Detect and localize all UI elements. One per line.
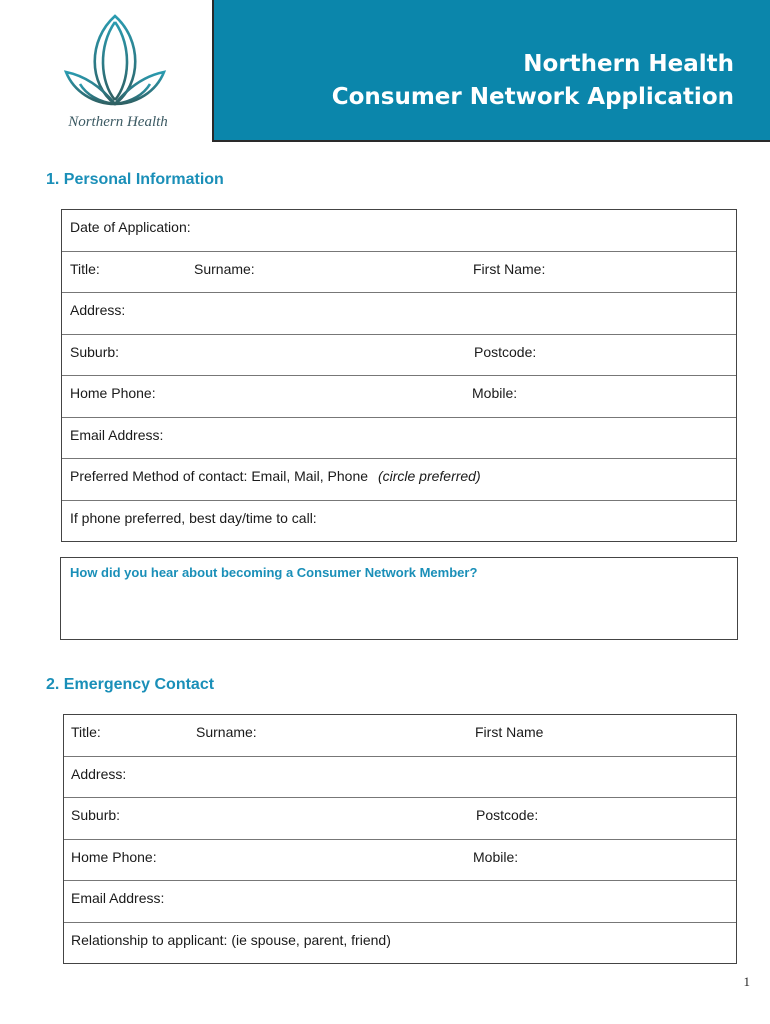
best-time-label: If phone preferred, best day/time to call:	[70, 509, 317, 526]
section-heading-personal-information: 1. Personal Information	[46, 171, 224, 188]
row-name[interactable]	[62, 252, 736, 294]
postcode-label: Postcode:	[474, 343, 537, 360]
address-label: Address:	[70, 302, 126, 318]
emergency-address-label: Address:	[71, 765, 127, 782]
emergency-home-phone-label: Home Phone:	[71, 848, 157, 865]
row-emergency-name[interactable]	[64, 715, 736, 757]
emergency-title-label: Title:	[71, 724, 101, 740]
row-relationship[interactable]	[64, 923, 736, 965]
date-of-application-label: Date of Application:	[70, 219, 191, 235]
row-preferred-contact[interactable]	[62, 459, 736, 501]
emergency-mobile-label: Mobile:	[473, 848, 519, 865]
suburb-label: Suburb:	[70, 343, 120, 360]
title-line-1: Northern Health	[523, 51, 734, 77]
emergency-surname-label: Surname:	[196, 724, 257, 740]
row-date-of-application[interactable]	[62, 210, 736, 252]
mobile-label: Mobile:	[472, 385, 518, 401]
title-line-2: Consumer Network Application	[331, 84, 734, 110]
emergency-email-label: Email Address:	[71, 890, 165, 906]
emergency-contact-form	[63, 714, 737, 964]
relationship-label: Relationship to applicant: (ie spouse, parent, friend)	[71, 931, 391, 948]
email-address-label: Email Address:	[70, 426, 164, 443]
section-heading-emergency-contact: 2. Emergency Contact	[46, 676, 215, 693]
how-did-you-hear-box[interactable]	[60, 557, 738, 640]
surname-label: Surname:	[194, 260, 255, 277]
how-did-you-hear-question: How did you hear about becoming a Consumer Network Member?	[70, 565, 478, 580]
emergency-postcode-label: Postcode:	[476, 807, 539, 823]
row-address[interactable]	[62, 293, 736, 335]
northern-health-logo	[40, 12, 190, 137]
row-phone[interactable]	[62, 376, 736, 418]
row-emergency-email[interactable]	[64, 881, 736, 923]
page-number: 1	[743, 974, 750, 989]
preferred-contact-label	[70, 468, 481, 484]
emergency-suburb-label: Suburb:	[71, 807, 121, 823]
first-name-label: First Name:	[473, 260, 546, 277]
circle-preferred-note: (circle preferred)	[377, 468, 481, 484]
row-emergency-address[interactable]	[64, 757, 736, 799]
preferred-contact-options: Preferred Method of contact: Email, Mail, Phone	[70, 468, 369, 484]
row-best-time[interactable]	[62, 501, 736, 543]
row-emergency-phone[interactable]	[64, 840, 736, 882]
row-suburb[interactable]	[62, 335, 736, 377]
header-banner	[212, 0, 770, 142]
document-title	[332, 48, 734, 114]
row-emergency-suburb[interactable]	[64, 798, 736, 840]
title-label: Title:	[70, 260, 100, 277]
home-phone-label: Home Phone:	[70, 385, 156, 401]
personal-information-form	[61, 209, 737, 542]
lotus-icon	[58, 12, 172, 112]
logo-wordmark: Northern Health	[68, 114, 168, 130]
row-email[interactable]	[62, 418, 736, 460]
emergency-first-name-label: First Name	[475, 724, 544, 740]
